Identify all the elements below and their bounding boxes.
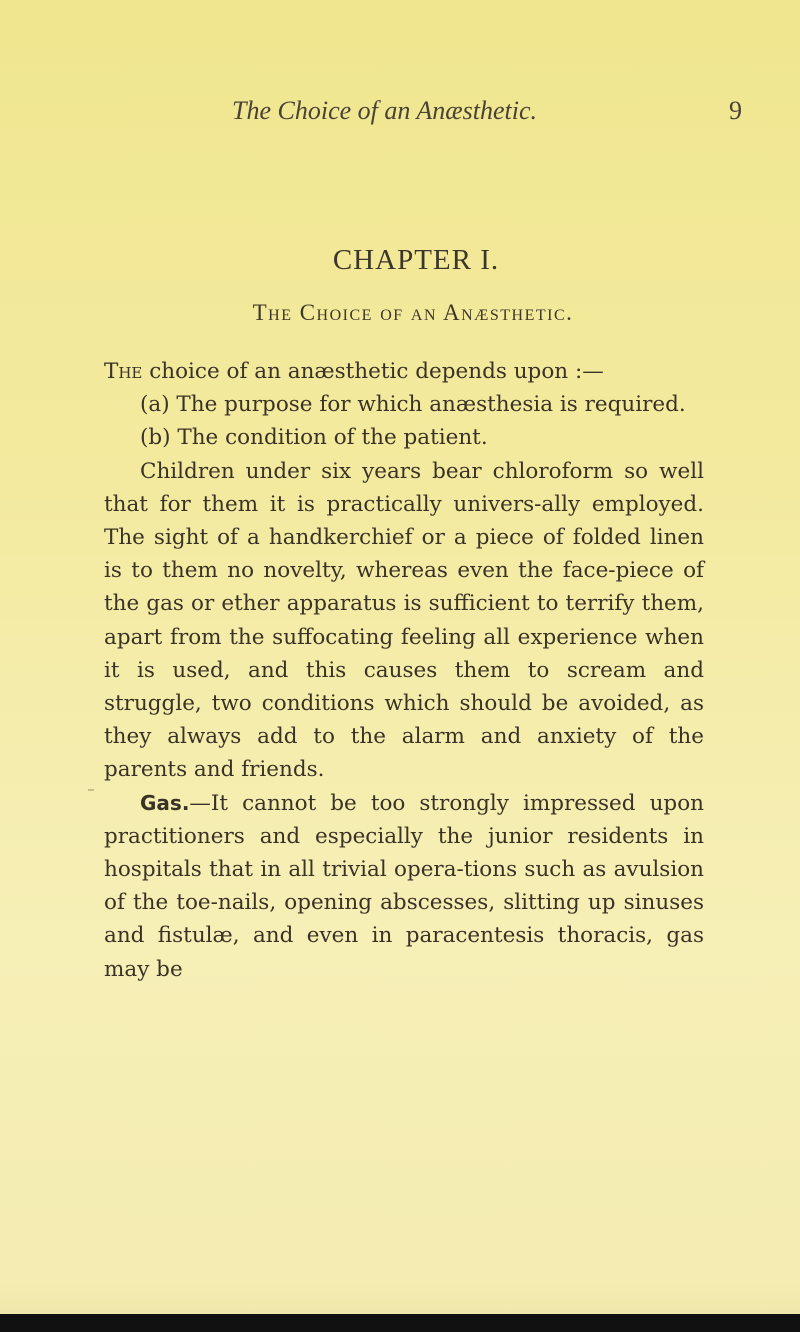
intro-lead-word: The: [104, 359, 143, 384]
intro-paragraph: [104, 355, 704, 388]
running-title: The Choice of an Anæsthetic.: [232, 96, 537, 125]
gas-paragraph: [104, 787, 704, 986]
intro-text: choice of an anæsthetic depends upon :—: [142, 359, 604, 384]
list-item-a: (a) The purpose for which anæsthesia is required.: [140, 392, 686, 418]
body-text: [104, 355, 704, 986]
children-paragraph: Children under six years bear chloroform so well that for them it is practically univers-ally employed. The sight of a handkerchief or a piece of folded linen is to them no novelty, whereas even the face-piece of the gas or ether apparatus is sufficient to terrify them, apart from the suffocating feeling all experience when it is used, and this causes them to scream and struggle, two conditions which should be avoided, as they always add to the alarm and anxiety of the parents and friends.: [104, 458, 704, 783]
print-speck: [88, 789, 94, 791]
scan-bottom-edge: [0, 1314, 800, 1332]
page-number: 9: [729, 96, 742, 125]
chapter-subtitle: The Choice of an Anæsthetic.: [252, 300, 574, 325]
gas-text: —It cannot be too strongly impressed upon practitioners and especially the junior residents in hospitals that in all trivial opera-tions such as avulsion of the toe-nails, opening abscesses, slitting up sinuses and fistulæ, and even in paracentesis thoracis, gas may be: [104, 790, 704, 982]
running-header: [232, 96, 772, 136]
gas-heading: Gas.: [140, 790, 190, 815]
chapter-heading: CHAPTER I.: [332, 244, 500, 276]
list-item-b: (b) The condition of the patient.: [140, 425, 488, 451]
